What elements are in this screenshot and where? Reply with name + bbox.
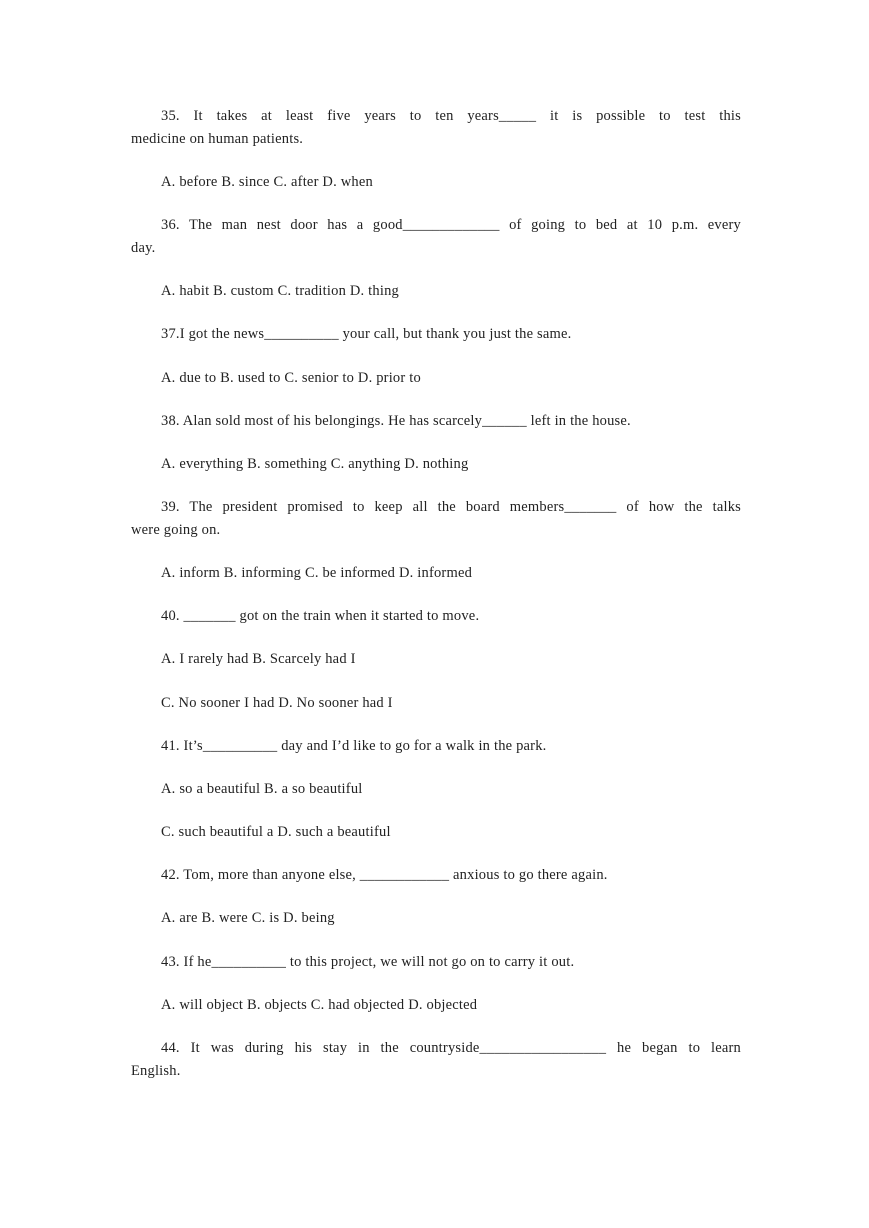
question-43-stem: 43. If he__________ to this project, we will not go on to carry it out.	[161, 954, 575, 970]
question-41-stem: 41. It’s__________ day and I’d like to go for a walk in the park.	[161, 738, 547, 754]
question-41-options-cd: C. such beautiful a D. such a beautiful	[161, 824, 391, 840]
question-41-options-ab: A. so a beautiful B. a so beautiful	[161, 781, 363, 797]
question-44-stem-continued: English.	[131, 1063, 181, 1079]
question-37-stem: 37.I got the news__________ your call, but thank you just the same.	[161, 326, 572, 342]
question-40-options-cd: C. No sooner I had D. No sooner had I	[161, 695, 393, 711]
question-38-options: A. everything B. something C. anything D. nothing	[161, 456, 469, 472]
question-42-options: A. are B. were C. is D. being	[161, 910, 335, 926]
question-40-options-ab: A. I rarely had B. Scarcely had I	[161, 651, 356, 667]
question-36-options: A. habit B. custom C. tradition D. thing	[161, 283, 399, 299]
question-39-stem: 39. The president promised to keep all the board members_______ of how the talks	[161, 499, 741, 515]
question-39-options: A. inform B. informing C. be informed D. informed	[161, 565, 473, 581]
question-35-stem-continued: medicine on human patients.	[131, 131, 304, 147]
question-39-stem-continued: were going on.	[131, 522, 221, 538]
question-36-stem: 36. The man nest door has a good_____________ of going to bed at 10 p.m. every	[161, 217, 741, 233]
question-44-stem: 44. It was during his stay in the countryside_________________ he began to learn	[161, 1040, 741, 1056]
question-43-options: A. will object B. objects C. had objected D. objected	[161, 997, 478, 1013]
question-37-options: A. due to B. used to C. senior to D. prior to	[161, 370, 421, 386]
question-35-stem: 35. It takes at least five years to ten years_____ it is possible to test this	[161, 108, 741, 124]
question-40-stem: 40. _______ got on the train when it started to move.	[161, 608, 480, 624]
question-42-stem: 42. Tom, more than anyone else, ____________ anxious to go there again.	[161, 867, 608, 883]
question-35-options: A. before B. since C. after D. when	[161, 174, 373, 190]
question-38-stem: 38. Alan sold most of his belongings. He has scarcely______ left in the house.	[161, 413, 631, 429]
question-36-stem-continued: day.	[131, 240, 156, 256]
